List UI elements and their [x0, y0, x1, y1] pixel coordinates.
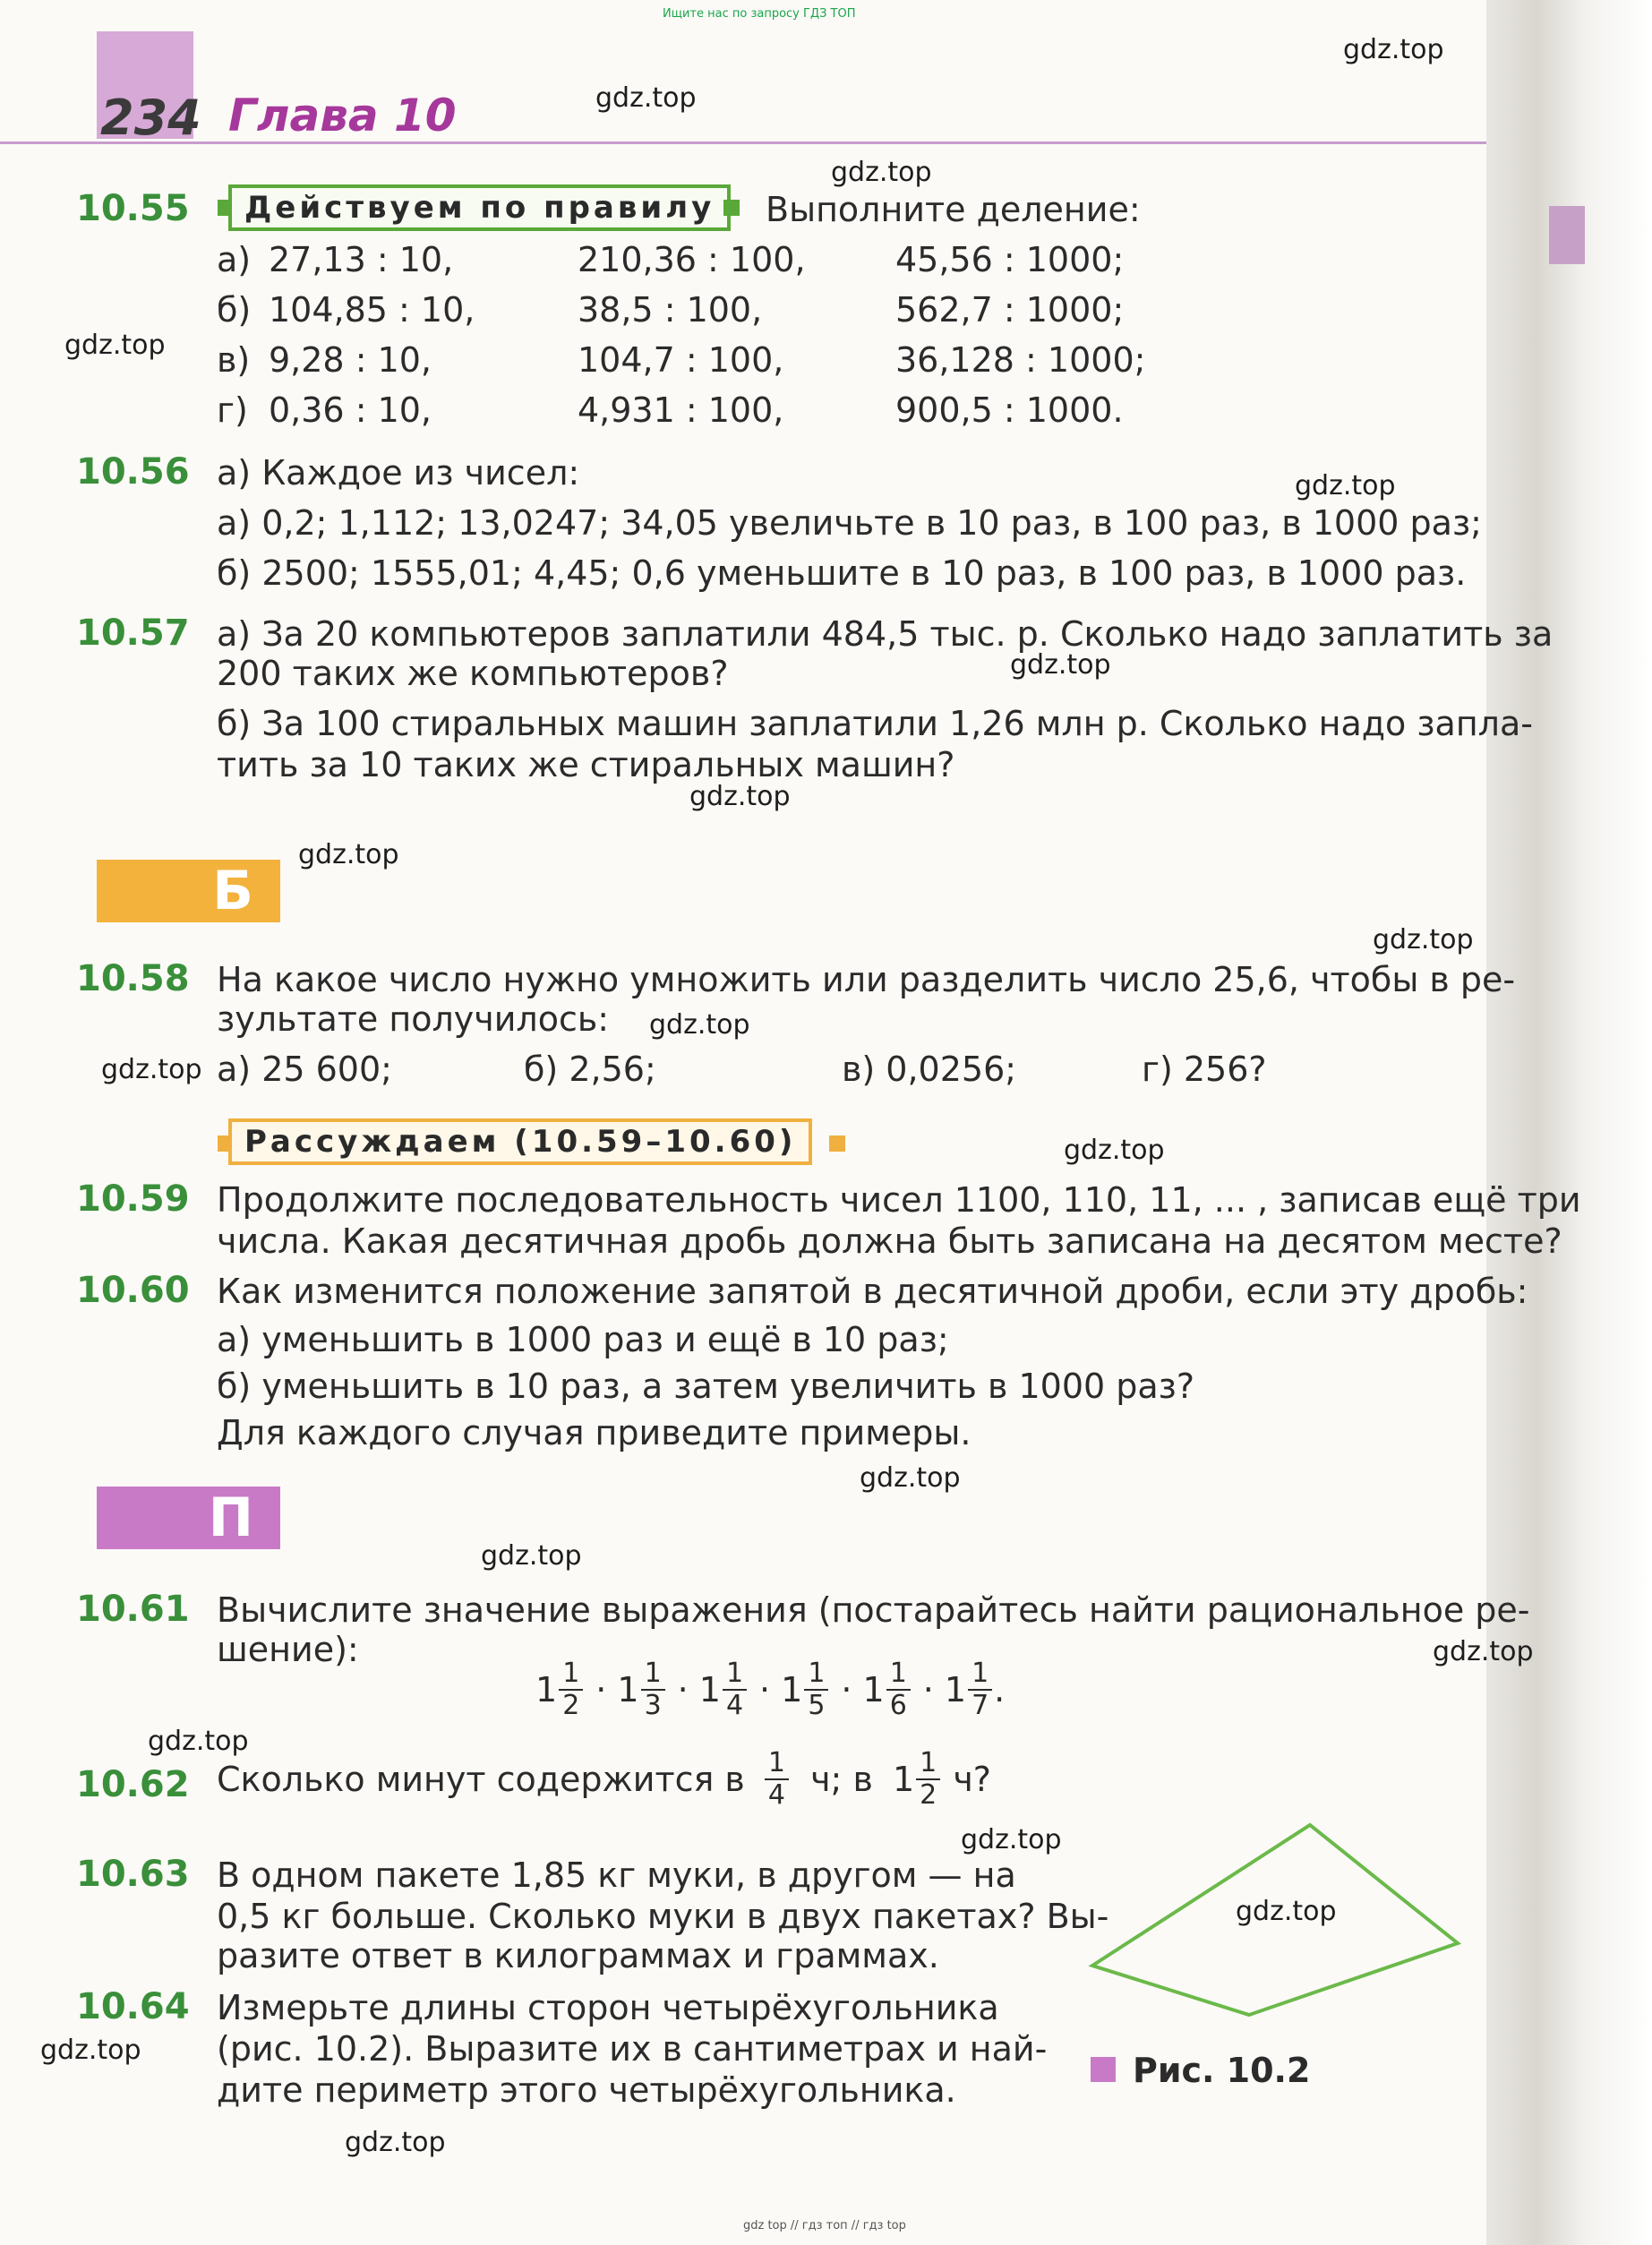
exercise-line: В одном пакете 1,85 кг муки, в другом — на [217, 1855, 1016, 1895]
exercise-line: Вычислите значение выражения (постарайтесь найти рациональное ре- [217, 1590, 1530, 1630]
watermark: gdz.top [345, 2127, 446, 2158]
exercise-line: Для каждого случая приведите примеры. [217, 1413, 972, 1452]
fraction: $\frac{1}{6}$ [886, 1658, 911, 1721]
expression: 0,36 : 10, [269, 390, 432, 430]
expression: 4,931 : 100, [578, 390, 784, 430]
expression: 562,7 : 1000; [895, 290, 1125, 330]
watermark: gdz.top [1064, 1135, 1165, 1166]
exercise-line: б) 2500; 1555,01; 4,45; 0,6 уменьшите в 10 раз, в 100 раз, в 1000 раз. [217, 553, 1467, 593]
expression: 9,28 : 10, [269, 340, 432, 380]
exercise-number: 10.58 [76, 958, 190, 999]
fraction: $\frac{1}{4}$ [723, 1658, 747, 1721]
page-side-tab [1549, 206, 1585, 264]
exercise-line: 200 таких же компьютеров? [217, 654, 729, 693]
watermark: gdz.top [860, 1462, 961, 1494]
exercise-line: разите ответ в килограммах и граммах. [217, 1936, 939, 1975]
exercise-line: а) уменьшить в 1000 раз и ещё в 10 раз; [217, 1320, 949, 1359]
watermark: gdz.top [1433, 1636, 1534, 1667]
expression: 38,5 : 100, [578, 290, 763, 330]
answer-option: г) 256? [1142, 1050, 1267, 1089]
exercise-line: На какое число нужно умножить или разделить число 25,6, чтобы в ре- [217, 960, 1516, 999]
exercise-number: 10.63 [76, 1854, 190, 1895]
expression: 104,7 : 100, [578, 340, 784, 380]
watermark: gdz.top [649, 1009, 750, 1041]
figure-marker [1091, 2057, 1116, 2082]
reason-marker-right [829, 1135, 845, 1152]
expression: 45,56 : 1000; [895, 240, 1125, 279]
row-label: б) [217, 290, 252, 330]
exercise-number: 10.56 [76, 451, 190, 493]
exercise-number: 10.62 [76, 1764, 190, 1805]
level-b-marker: Б [97, 860, 280, 922]
exercise-line: а) Каждое из чисел: [217, 453, 580, 493]
exercise-line: б) уменьшить в 10 раз, а затем увеличить в 1000 раз? [217, 1367, 1195, 1406]
watermark: gdz.top [1236, 1896, 1337, 1927]
header-divider [0, 141, 1486, 144]
bottom-banner: gdz top // гдз топ // гдз top [743, 2219, 906, 2232]
page-edge-shadow [1486, 0, 1652, 2245]
exercise-number: 10.64 [76, 1986, 190, 2027]
watermark: gdz.top [148, 1726, 249, 1757]
page-number: 234 [100, 90, 201, 146]
mixed-int: 1 [617, 1670, 639, 1709]
exercise-line: числа. Какая десятичная дробь должна быть записана на десятом месте? [217, 1221, 1562, 1261]
exercise-line: зультате получилось: [217, 999, 610, 1039]
answer-option: а) 25 600; [217, 1050, 392, 1089]
exercise-number: 10.60 [76, 1270, 190, 1311]
row-label: г) [217, 390, 248, 430]
watermark: gdz.top [64, 330, 166, 361]
rule-label: Действуем по правилу [228, 184, 731, 231]
exercise-line: Измерьте длины сторон четырёхугольника [217, 1988, 999, 2027]
row-label: а) [217, 240, 252, 279]
fraction: $\frac{1}{5}$ [804, 1658, 828, 1721]
watermark: gdz.top [481, 1540, 582, 1572]
expression: 27,13 : 10, [269, 240, 454, 279]
watermark: gdz.top [1343, 34, 1444, 65]
exercise-number: 10.59 [76, 1178, 190, 1220]
watermark: gdz.top [689, 781, 791, 812]
exercise-line: а) За 20 компьютеров заплатили 484,5 тыс. р. Сколько надо заплатить за [217, 614, 1554, 654]
answer-option: в) 0,0256; [842, 1050, 1017, 1089]
quadrilateral-figure [1074, 1809, 1486, 2033]
mixed-int: 1 [862, 1670, 885, 1709]
level-p-marker: П [97, 1487, 280, 1549]
exercise-line: Продолжите последовательность чисел 1100, 110, 11, ... , записав ещё три [217, 1180, 1581, 1220]
exercise-line: Как изменится положение запятой в десятичной дроби, если эту дробь: [217, 1272, 1528, 1311]
exercise-line: а) 0,2; 1,112; 13,0247; 34,05 увеличьте в 10 раз, в 100 раз, в 1000 раз; [217, 503, 1482, 543]
watermark: gdz.top [595, 82, 697, 114]
exercise-line: дите периметр этого четырёхугольника. [217, 2070, 956, 2110]
watermark: gdz.top [1373, 924, 1474, 955]
reason-label: Рассуждаем (10.59–10.60) [228, 1118, 812, 1165]
watermark: gdz.top [40, 2035, 141, 2066]
expression: 104,85 : 10, [269, 290, 475, 330]
exercise-number: 10.57 [76, 613, 190, 654]
expression: 900,5 : 1000. [895, 390, 1124, 430]
watermark: gdz.top [1010, 649, 1111, 681]
exercise-intro: Выполните деление: [766, 190, 1141, 229]
row-label: в) [217, 340, 251, 380]
answer-option: б) 2,56; [524, 1050, 656, 1089]
rule-marker-right [723, 200, 740, 216]
mixed-int: 1 [944, 1670, 967, 1709]
exercise-line: Сколько минут содержится в $\frac{1}{4}$ ч; в 1 $\frac{1}{2}$ ч? [217, 1747, 991, 1811]
quadrilateral-shape [1092, 1825, 1458, 2015]
figure-caption: Рис. 10.2 [1133, 2051, 1311, 2090]
expression: 210,36 : 100, [578, 240, 806, 279]
watermark: gdz.top [298, 839, 399, 870]
watermark: gdz.top [1295, 470, 1396, 501]
fraction: $\frac{1}{2}$ [559, 1658, 583, 1721]
expression: 36,128 : 1000; [895, 340, 1146, 380]
mixed-int: 1 [781, 1670, 803, 1709]
exercise-line: 0,5 кг больше. Сколько муки в двух пакетах? Вы- [217, 1897, 1109, 1936]
top-banner: Ищите нас по запросу ГДЗ ТОП [663, 7, 856, 21]
fraction: $\frac{1}{3}$ [641, 1658, 665, 1721]
watermark: gdz.top [961, 1824, 1062, 1855]
exercise-line: б) За 100 стиральных машин заплатили 1,26 млн р. Сколько надо запла- [217, 704, 1533, 743]
watermark: gdz.top [101, 1054, 202, 1085]
fraction: $\frac{1}{7}$ [968, 1658, 992, 1721]
exercise-number: 10.55 [76, 188, 190, 229]
exercise-number: 10.61 [76, 1589, 190, 1630]
fraction: $\frac{1}{2}$ [916, 1748, 940, 1811]
product-expression: 1 $\frac{1}{2}$ · 1 $\frac{1}{3}$ · 1 $\frac{1}{4}$ · 1 $\frac{1}{5}$ · 1 $\frac{1}{6}$ · 1 $\frac{1}{7}$ . [535, 1658, 1006, 1721]
exercise-line: шение): [217, 1630, 359, 1669]
watermark: gdz.top [831, 157, 932, 188]
mixed-int: 1 [698, 1670, 721, 1709]
exercise-line: тить за 10 таких же стиральных машин? [217, 745, 955, 784]
mixed-int: 1 [535, 1670, 558, 1709]
exercise-line: (рис. 10.2). Выразите их в сантиметрах и най- [217, 2029, 1048, 2069]
chapter-title: Глава 10 [228, 90, 457, 141]
fraction: $\frac{1}{4}$ [765, 1748, 789, 1811]
